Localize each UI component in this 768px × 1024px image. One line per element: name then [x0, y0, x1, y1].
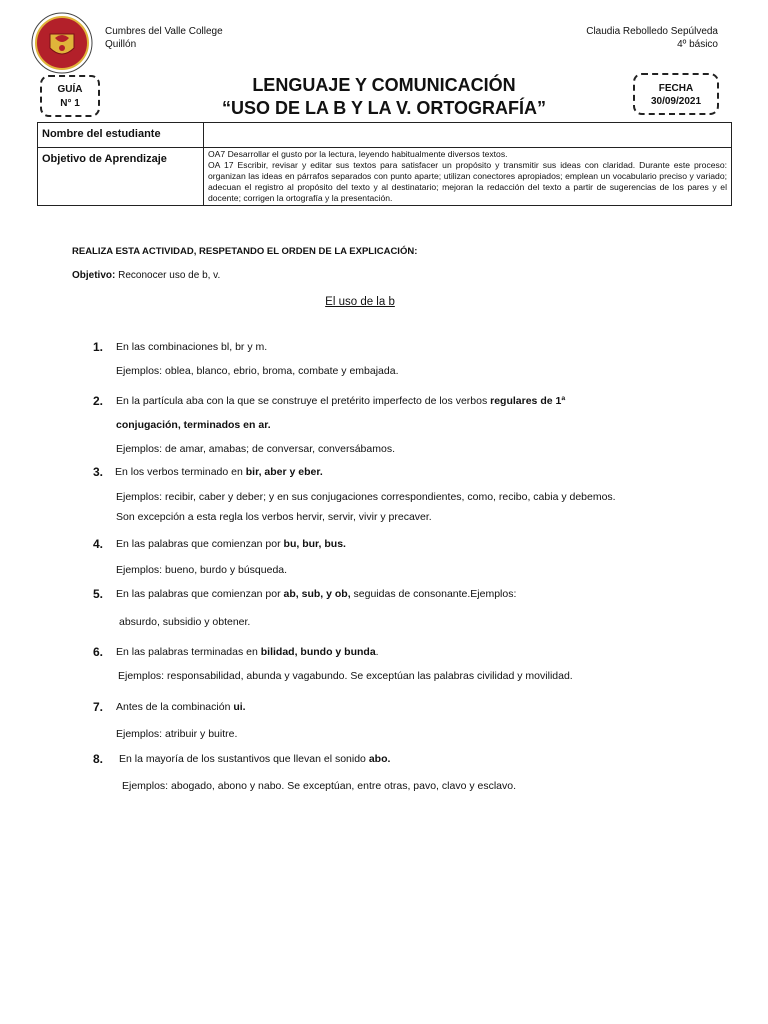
- guia-number: N° 1: [60, 98, 80, 109]
- rule-example: absurdo, subsidio y obtener.: [119, 616, 251, 628]
- rule-number: 3.: [93, 465, 104, 479]
- rule-text-cont: conjugación, terminados en ar.: [116, 419, 271, 431]
- page-subtitle: “USO DE LA B Y LA V. ORTOGRAFÍA”: [221, 98, 547, 118]
- rule-number: 8.: [93, 752, 104, 766]
- oa17-text: OA 17 Escribir, revisar y editar sus textos para satisfacer un propósito y transmitir sus ideas con claridad. Durante este proceso: organizan las ideas en párrafos separados con punto aparte; utilizan conectores apropiados; emplean un vocabulario preciso y variado; adecuan el registro al propósito del texto y al destinatario; mejoran la redacción del texto a partir de sugerencias de los pares y el docente; corrigen la ortografía y la presentación.: [208, 160, 727, 203]
- fecha-label: FECHA: [658, 83, 694, 94]
- student-label: Nombre del estudiante: [38, 123, 204, 148]
- school-logo: [31, 12, 93, 74]
- rule-number: 5.: [93, 587, 104, 601]
- objective-label: Objetivo de Aprendizaje: [38, 148, 204, 206]
- table-row: [38, 148, 732, 206]
- section-title: El uso de la b: [325, 296, 395, 308]
- rule-number: 7.: [93, 700, 104, 714]
- rule-exception: Son excepción a esta regla los verbos hervir, servir, vivir y precaver.: [116, 511, 432, 523]
- rule-text: En los verbos terminado en bir, aber y eber.: [115, 466, 323, 478]
- rule-example: Ejemplos: abogado, abono y nabo. Se exceptúan, entre otras, pavo, clavo y esclavo.: [122, 780, 517, 792]
- school-info: [105, 25, 223, 51]
- rule-example: Ejemplos: de amar, amabas; de conversar, conversábamos.: [116, 443, 395, 455]
- page-title: LENGUAJE Y COMUNICACIÓN: [252, 75, 516, 95]
- rule-number: 6.: [93, 645, 104, 659]
- school-city: Quillón: [105, 39, 137, 50]
- rule-number: 1.: [93, 340, 104, 354]
- guia-label: GUÍA: [57, 84, 83, 95]
- rule-text: En las palabras que comienzan por ab, sub, y ob, seguidas de consonante.Ejemplos:: [116, 588, 517, 600]
- rule-text: Antes de la combinación ui.: [116, 701, 246, 713]
- objective-line: [72, 270, 220, 281]
- rule-example: Ejemplos: recibir, caber y deber; y en sus conjugaciones correspondientes, como, recibo, cabia y debemos.: [116, 491, 616, 503]
- rule-example: Ejemplos: oblea, blanco, ebrio, broma, combate y embajada.: [116, 365, 399, 377]
- rule-text: En la partícula aba con la que se construye el pretérito imperfecto de los verbos regulares de 1ª: [116, 395, 566, 407]
- rule-text: En las palabras terminadas en bilidad, bundo y bunda.: [116, 646, 379, 658]
- objective-text: [204, 148, 732, 206]
- teacher-name: Claudia Rebolledo Sepúlveda: [586, 26, 718, 37]
- teacher-info: [586, 25, 718, 51]
- school-name: Cumbres del Valle College: [105, 26, 223, 37]
- rule-example: Ejemplos: bueno, burdo y búsqueda.: [116, 564, 288, 576]
- oa7-text: OA7 Desarrollar el gusto por la lectura, leyendo habitualmente diversos textos.: [208, 149, 508, 159]
- grade: 4º básico: [677, 39, 718, 50]
- fecha-date: 30/09/2021: [650, 96, 702, 107]
- rule-number: 4.: [93, 537, 104, 551]
- table-row: [38, 123, 732, 148]
- rule-example: Ejemplos: responsabilidad, abunda y vagabundo. Se exceptúan las palabras civilidad y movilidad.: [118, 670, 573, 682]
- rule-number: 2.: [93, 394, 104, 408]
- student-name-field[interactable]: [204, 123, 732, 148]
- objective-text: Reconocer uso de b, v.: [115, 270, 221, 281]
- objective-label: Objetivo:: [72, 270, 116, 281]
- rule-text: En las palabras que comienzan por bu, bur, bus.: [116, 538, 346, 550]
- info-table: [37, 122, 732, 206]
- instruction: REALIZA ESTA ACTIVIDAD, RESPETANDO EL ORDEN DE LA EXPLICACIÓN:: [72, 246, 418, 257]
- rule-example: Ejemplos: atribuir y buitre.: [116, 728, 238, 740]
- rule-text: En las combinaciones bl, br y m.: [116, 341, 268, 353]
- rule-text: En la mayoría de los sustantivos que llevan el sonido abo.: [119, 753, 391, 765]
